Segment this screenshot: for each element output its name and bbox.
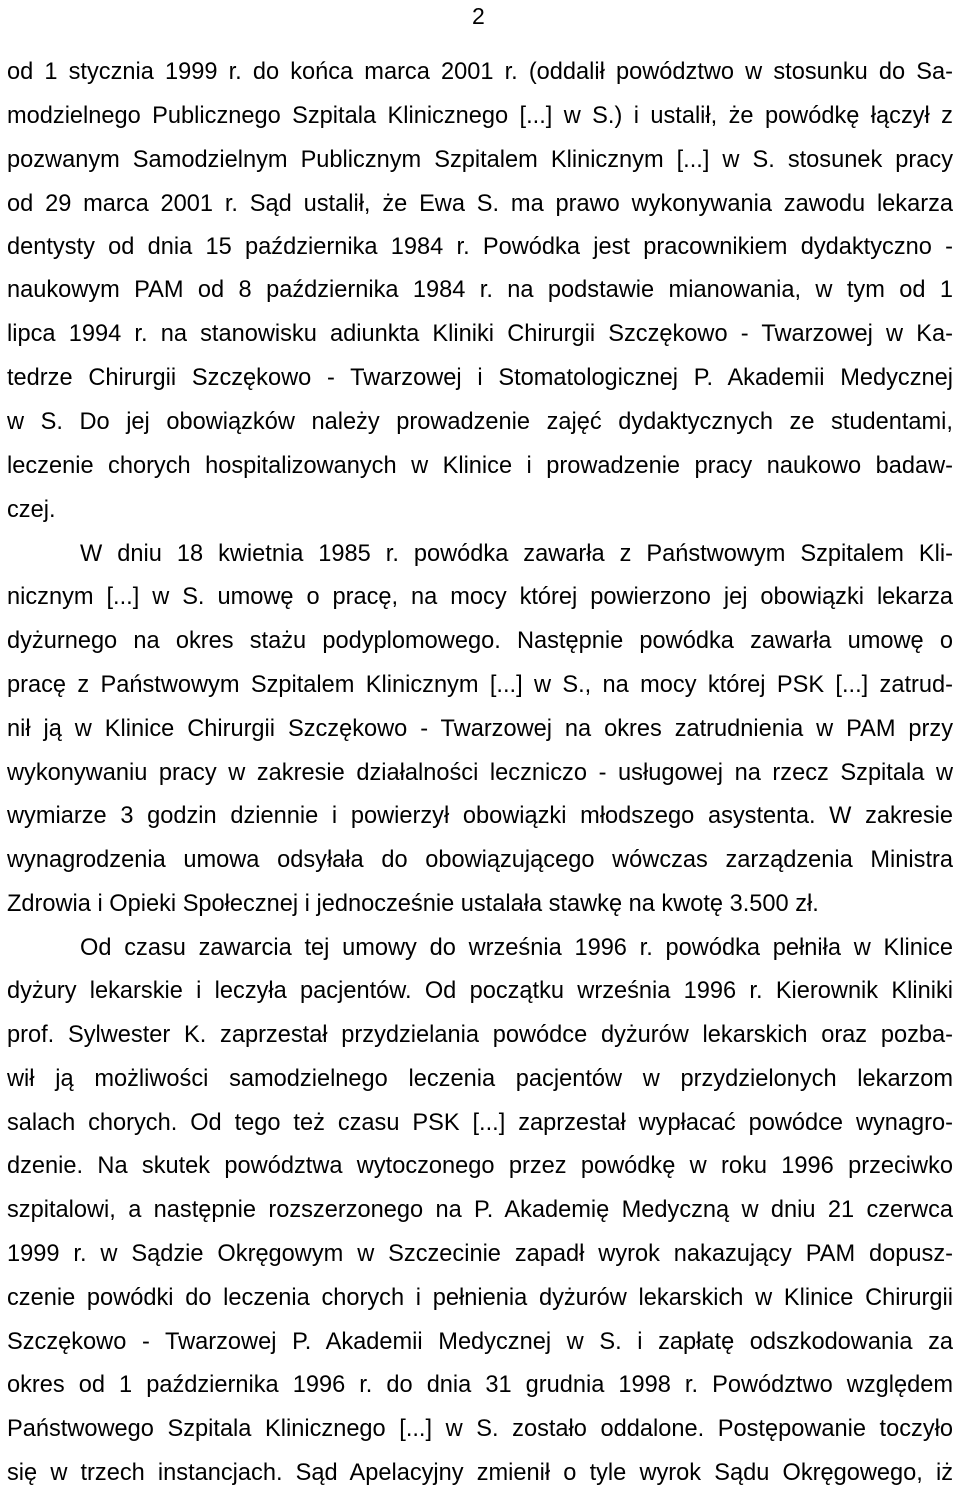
text-line: Państwowego Szpitala Klinicznego [...] w S. zostało oddalone. Postępowanie toczyło bbox=[7, 1416, 953, 1442]
text-line: czenie powódki do leczenia chorych i pełnienia dyżurów lekarskich w Klinice Chirurgii bbox=[7, 1285, 953, 1311]
text-line: wykonywaniu pracy w zakresie działalności leczniczo - usługowej na rzecz Szpitala w bbox=[7, 760, 953, 786]
text-line: tedrze Chirurgii Szczękowo - Twarzowej i Stomatologicznej P. Akademii Medycznej bbox=[7, 365, 953, 391]
text-line: nił ją w Klinice Chirurgii Szczękowo - Twarzowej na okres zatrudnienia w PAM przy bbox=[7, 716, 953, 742]
text-line: czej. bbox=[7, 497, 56, 523]
text-line: szpitalowi, a następnie rozszerzonego na P. Akademię Medyczną w dniu 21 czerwca bbox=[7, 1197, 953, 1223]
text-line: W dniu 18 kwietnia 1985 r. powódka zawarła z Państwowym Szpitalem Kli- bbox=[80, 541, 953, 567]
text-line: pracę z Państwowym Szpitalem Klinicznym [...] w S., na mocy której PSK [...] zatrud- bbox=[7, 672, 953, 698]
text-line: okres od 1 października 1996 r. do dnia 31 grudnia 1998 r. Powództwo względem bbox=[7, 1372, 953, 1398]
text-line: nicznym [...] w S. umowę o pracę, na mocy której powierzono jej obowiązki lekarza bbox=[7, 584, 954, 610]
text-line: dentysty od dnia 15 października 1984 r. Powódka jest pracownikiem dydaktyczno - bbox=[7, 234, 953, 260]
text-line: się w trzech instancjach. Sąd Apelacyjny zmienił o tyle wyrok Sądu Okręgowego, iż bbox=[7, 1460, 953, 1486]
text-line: prof. Sylwester K. zaprzestał przydzielania powódce dyżurów lekarskich oraz pozba- bbox=[7, 1022, 953, 1048]
text-line: wił ją możliwości samodzielnego leczenia pacjentów w przydzielonych lekarzom bbox=[7, 1066, 953, 1092]
text-line: modzielnego Publicznego Szpitala Klinicznego [...] w S.) i ustalił, że powódkę łączył z bbox=[7, 103, 953, 129]
text-line: w S. Do jej obowiązków należy prowadzenie zajęć dydaktycznych ze studentami, bbox=[7, 409, 953, 435]
text-line: leczenie chorych hospitalizowanych w Klinice i prowadzenie pracy naukowo badaw- bbox=[7, 453, 953, 479]
text-line: Szczękowo - Twarzowej P. Akademii Medycznej w S. i zapłatę odszkodowania za bbox=[7, 1329, 953, 1355]
text-line: dyżurnego na okres stażu podyplomowego. Następnie powódka zawarła umowę o bbox=[7, 628, 953, 654]
text-line: salach chorych. Od tego też czasu PSK [...] zaprzestał wypłacać powódce wynagro- bbox=[7, 1110, 953, 1136]
text-line: wynagrodzenia umowa odsyłała do obowiązującego wówczas zarządzenia Ministra bbox=[7, 847, 953, 873]
text-line: 1999 r. w Sądzie Okręgowym w Szczecinie zapadł wyrok nakazujący PAM dopusz- bbox=[7, 1241, 953, 1267]
page-number: 2 bbox=[472, 3, 485, 29]
text-line: naukowym PAM od 8 października 1984 r. na podstawie mianowania, w tym od 1 bbox=[7, 277, 953, 303]
text-line: lipca 1994 r. na stanowisku adiunkta Kliniki Chirurgii Szczękowo - Twarzowej w Ka- bbox=[7, 321, 953, 347]
text-line: dyżury lekarskie i leczyła pacjentów. Od początku września 1996 r. Kierownik Kliniki bbox=[7, 978, 953, 1004]
text-line: pozwanym Samodzielnym Publicznym Szpitalem Klinicznym [...] w S. stosunek pracy bbox=[7, 147, 953, 173]
text-line: od 1 stycznia 1999 r. do końca marca 2001 r. (oddalił powództwo w stosunku do Sa- bbox=[7, 59, 953, 85]
text-line: wymiarze 3 godzin dziennie i powierzył obowiązki młodszego asystenta. W zakresie bbox=[7, 803, 953, 829]
text-line: Zdrowia i Opieki Społecznej i jednocześnie ustalała stawkę na kwotę 3.500 zł. bbox=[7, 891, 819, 917]
text-line: od 29 marca 2001 r. Sąd ustalił, że Ewa S. ma prawo wykonywania zawodu lekarza bbox=[7, 191, 953, 217]
text-line: dzenie. Na skutek powództwa wytoczonego przez powódkę w roku 1996 przeciwko bbox=[7, 1153, 953, 1179]
text-line: Od czasu zawarcia tej umowy do września 1996 r. powódka pełniła w Klinice bbox=[80, 935, 953, 961]
